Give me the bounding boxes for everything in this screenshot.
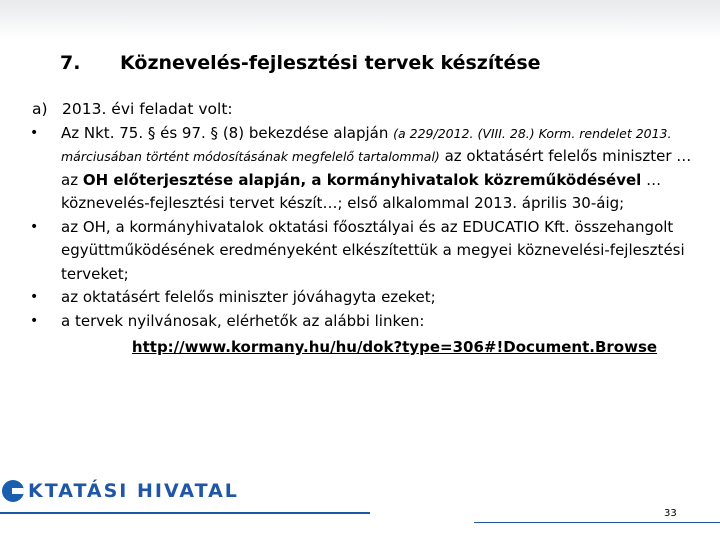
logo-text: KTATÁSI HIVATAL <box>28 480 239 502</box>
bullet-4-text: a tervek nyilvánosak, elérhetők az alábbi linken: <box>61 311 425 330</box>
link-line <box>32 336 702 360</box>
section-heading-text: 2013. évi feladat volt: <box>62 100 233 118</box>
bullet-1-text-mid: az oktatásért felelős miniszter … az <box>61 147 692 189</box>
bullet-3-text: az oktatásért felelős miniszter jóváhagyta ezeket; <box>61 288 436 306</box>
slide-title: Köznevelés-fejlesztési tervek készítése <box>120 52 541 74</box>
bullet-icon: • <box>30 312 39 329</box>
logo-mark-icon <box>2 480 24 502</box>
list-item <box>32 310 702 334</box>
section-heading <box>32 98 702 122</box>
bullet-icon: • <box>30 289 39 305</box>
bullet-list <box>32 122 702 334</box>
footer-divider-left <box>0 512 370 514</box>
bullet-1-bold-text: OH előterjesztése alapján, a kormányhivatalok közreműködésével <box>82 170 642 189</box>
slide-number: 7. <box>60 52 81 74</box>
list-item <box>32 216 702 287</box>
bullet-2-text: az OH, a kormányhivatalok oktatási főosztályai és az EDUCATIO Kft. összehangolt együttműködésének eredményeként elkészítettük a megyei köznevelési-fejlesztési terveket; <box>61 217 685 283</box>
bullet-1-text-pre: Az Nkt. 75. § és 97. § (8) bekezdése alapján <box>61 123 394 142</box>
bullet-1-italic-note: (a 229/2012. (VIII. 28.) Korm. rendelet 2013. márciusában történt módosításának megfelelő tartalommal) <box>61 125 672 164</box>
footer-divider-right <box>474 522 720 523</box>
section-label: a) <box>32 100 48 118</box>
bullet-icon: • <box>30 218 39 235</box>
documents-link[interactable]: http://www.kormany.hu/hu/dok?type=306#!Document.Browse <box>131 338 658 356</box>
oktatasi-hivatal-logo <box>0 474 239 508</box>
list-item <box>32 286 702 310</box>
header-gradient-bar <box>0 0 720 40</box>
bullet-icon: • <box>30 124 39 141</box>
list-item <box>32 122 702 216</box>
bullet-1-text-post: … köznevelés-fejlesztési tervet készít…; első alkalommal 2013. április 30-áig; <box>61 170 662 212</box>
slide-body <box>32 98 702 360</box>
page-number: 33 <box>664 508 677 519</box>
